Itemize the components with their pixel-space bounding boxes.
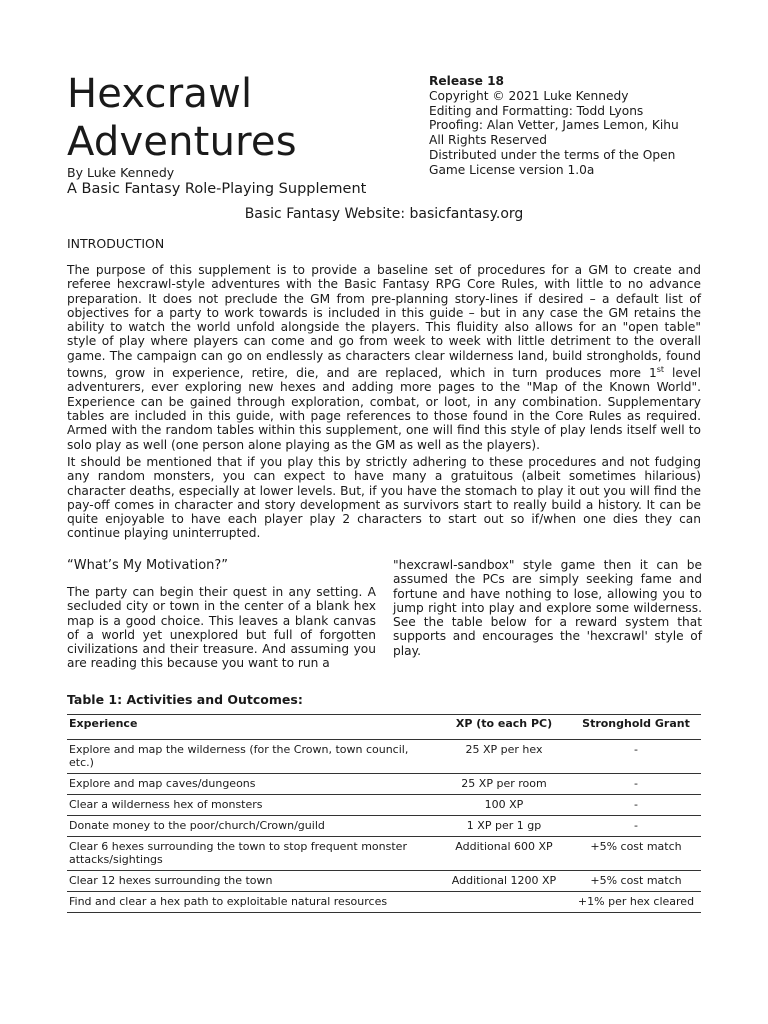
table-row <box>67 774 701 795</box>
motivation-right-column: "hexcrawl-sandbox" style game then it can be assumed the PCs are simply seeking fame and fortune and have nothing to lose, allowing you to jump right into play and explore some wilderness. See the table below for a reward system that supports and encourages the 'hexcrawl' style of play. <box>393 558 702 658</box>
cell-experience: Explore and map the wilderness (for the Crown, town council, etc.) <box>67 740 437 774</box>
cell-experience: Explore and map caves/dungeons <box>67 774 437 795</box>
header-xp: XP (to each PC) <box>437 715 571 740</box>
author-byline: By Luke Kennedy <box>67 165 175 180</box>
cell-xp: 100 XP <box>437 795 571 816</box>
cell-experience: Donate money to the poor/church/Crown/guild <box>67 816 437 837</box>
website-line: Basic Fantasy Website: basicfantasy.org <box>244 206 524 222</box>
intro-p1-text-b: level adventurers, ever exploring new hexes and adding more pages to the "Map of the Known World". Experience can be gained through exploration, combat, or loot, in any combination. Supplementary tables are included in this guide, with page references to those found in the Core Rules as required. Armed with the random tables within this supplement, one will find this style of play lends itself well to solo play as well (one person alone playing as the GM as well as the players). <box>67 366 701 452</box>
release-line: All Rights Reserved <box>429 133 548 148</box>
table-row <box>67 816 701 837</box>
release-line: Editing and Formatting: Todd Lyons <box>429 103 644 118</box>
release-info <box>429 74 729 178</box>
table-header-row <box>67 715 701 740</box>
introduction-paragraph-1 <box>67 263 701 452</box>
release-line: Copyright © 2021 Luke Kennedy <box>429 88 629 103</box>
title-line-1: Hexcrawl <box>67 71 253 117</box>
release-label: Release 18 <box>429 74 505 88</box>
release-line: Proofing: Alan Vetter, James Lemon, Kihu <box>429 118 679 133</box>
document-title <box>67 70 297 166</box>
cell-grant: - <box>571 816 701 837</box>
table-caption: Table 1: Activities and Outcomes: <box>67 692 303 707</box>
table-row <box>67 795 701 816</box>
activities-outcomes-table <box>67 714 701 913</box>
cell-grant: - <box>571 774 701 795</box>
cell-grant: +1% per hex cleared <box>571 892 701 913</box>
table-row <box>67 892 701 913</box>
intro-p1-text-a: The purpose of this supplement is to provide a baseline set of procedures for a GM to create and referee hexcrawl-style adventures with the Basic Fantasy RPG Core Rules, with little to no advance preparation. It does not preclude the GM from pre-planning story-lines if desired – a default list of objectives for a party to work towards is included in this guide – but in any case the GM retains the ability to watch the world unfold alongside the players. This fluidity also allows for an "open table" style of play where players can come and go from week to week with little detriment to the overall game. The campaign can go on endlessly as characters clear wilderness land, build strongholds, found towns, grow in experience, retire, die, and are replaced, which in turn produces more 1 <box>67 263 701 381</box>
introduction-paragraph-2: It should be mentioned that if you play this by strictly adhering to these procedures and not fudging any random monsters, you can expect to have many a gratuitous (albeit sometimes hilarious) character deaths, especially at lower levels. But, if you have the stomach to play it out you will find the pay-off comes in character and story development as survivors start to really build a history. It can be quite enjoyable to have each player play 2 characters to start out so if/when one dies they can continue playing uninterrupted. <box>67 455 701 541</box>
cell-experience: Clear 12 hexes surrounding the town <box>67 871 437 892</box>
table-row <box>67 837 701 871</box>
cell-xp <box>437 892 571 913</box>
header-stronghold-grant: Stronghold Grant <box>571 715 701 740</box>
header-experience: Experience <box>67 715 437 740</box>
table-row <box>67 871 701 892</box>
motivation-heading: “What’s My Motivation?” <box>67 558 229 573</box>
ordinal-superscript: st <box>656 365 665 375</box>
cell-xp: Additional 1200 XP <box>437 871 571 892</box>
cell-grant: +5% cost match <box>571 871 701 892</box>
cell-xp: Additional 600 XP <box>437 837 571 871</box>
cell-experience: Clear a wilderness hex of monsters <box>67 795 437 816</box>
cell-xp: 1 XP per 1 gp <box>437 816 571 837</box>
release-line: Distributed under the terms of the Open <box>429 147 676 162</box>
cell-grant: - <box>571 795 701 816</box>
document-subtitle: A Basic Fantasy Role-Playing Supplement <box>67 181 367 197</box>
motivation-left-column: The party can begin their quest in any setting. A secluded city or town in the center of a blank hex map is a good choice. This leaves a blank canvas of a world yet unexplored but full of forgotten civilizations and their treasure. And assuming you are reading this because you want to run a <box>67 585 376 671</box>
cell-xp: 25 XP per hex <box>437 740 571 774</box>
table-row <box>67 740 701 774</box>
cell-grant: - <box>571 740 701 774</box>
cell-xp: 25 XP per room <box>437 774 571 795</box>
cell-experience: Find and clear a hex path to exploitable natural resources <box>67 892 437 913</box>
release-line: Game License version 1.0a <box>429 162 595 177</box>
introduction-heading: INTRODUCTION <box>67 236 165 251</box>
cell-experience: Clear 6 hexes surrounding the town to stop frequent monster attacks/sightings <box>67 837 437 871</box>
title-line-2: Adventures <box>67 119 297 165</box>
cell-grant: +5% cost match <box>571 837 701 871</box>
